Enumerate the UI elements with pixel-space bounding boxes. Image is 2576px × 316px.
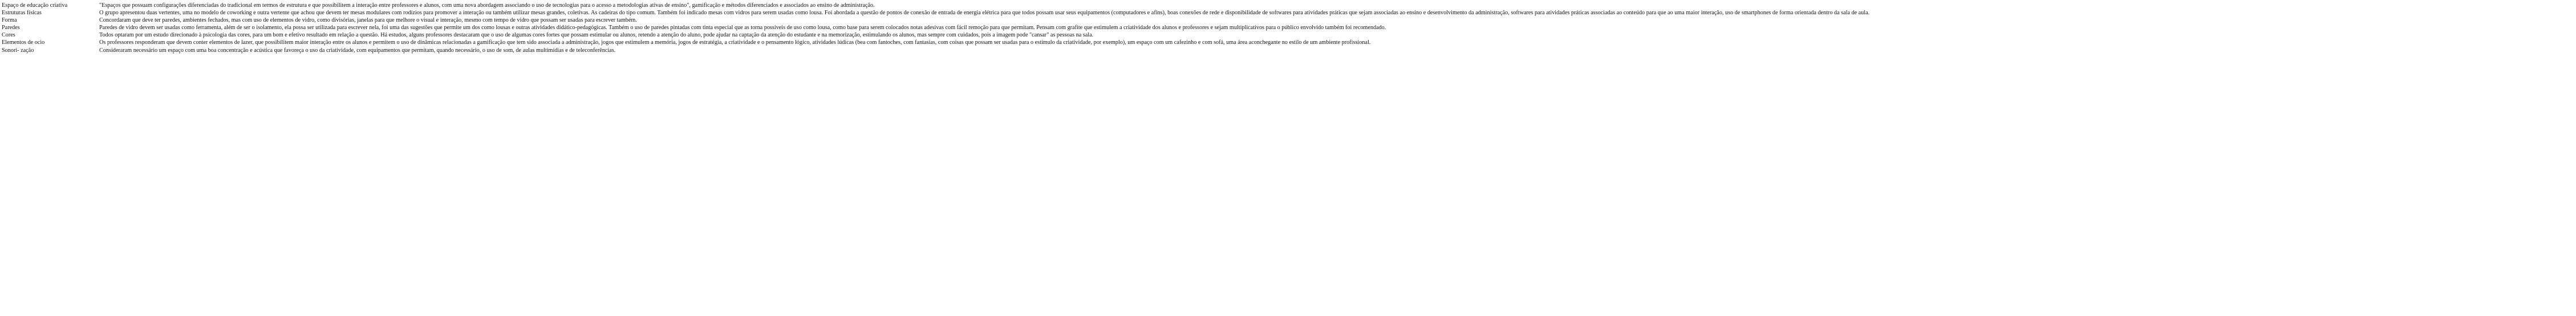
- table-row: [2, 31, 2573, 39]
- document-table: [2, 2, 2573, 54]
- row-description: Consideraram necessário um espaço com uma boa concentração e acústica que favoreça o uso da criatividade, com equipamentos que permitam, quando necessário, o uso de som, de aulas multimídias e de teleconferências.: [99, 47, 616, 54]
- table-row: [2, 24, 2573, 31]
- row-label: Elementos de ocio: [2, 39, 45, 46]
- row-description: Paredes de vidro devem ser usadas como ferramenta, além de ser o isolamento, ela possa ser utilizada para escrever nela, foi uma das sugestões que permite um dos como lousas e outras atividades didático-pedagógicas. Também o uso de paredes pintadas com tinta especial que as torna possíveis de uso como lousa, como base para serem colocados notas adesivas com fácil remoção para que permitam. Pensam com grafite que estimulem a criatividade dos alunos e professores e sejam multiplicativos para o público envolvido também foi recomendado.: [99, 25, 1386, 31]
- row-label: Cores: [2, 32, 15, 39]
- row-label: Espaço de educação criativa: [2, 2, 68, 9]
- row-description: Os professores responderam que devem conter elementos de lazer, que possibilitem maior interação entre os alunos e permitem o uso de dinâmicas relacionadas a gamificação que tem sido associada a administração, jogos que estimulem a memória, jogos de estratégia, a criatividade e o pensamento lógico, atividades lúdicas (bea com fantoches, com fantasias, com coisas que possam ser usadas para o estímulo da criatividade, por exemplo), um espaço com um cafezinho e com sofá, uma área aconchegante no estilo de um ambiente profissional.: [99, 39, 1371, 46]
- row-description: O grupo apresentou duas vertentes, uma no modelo de coworking e outra vertente que achou que devem ter mesas modulares com rodízios para promover a interação ou também utilizar mesas grandes, coletivas. As cadeiras do tipo comum. Também foi indicado mesas com vidros para serem usadas como lousa. Foi abordada a questão de pontos de conexão de entrada de energia elétrica para que todos possam usar seus equipamentos (computadores e afins), boas conexões de rede e disponibilidade de softwares para atividades práticas que sejam associadas ao ensino e desenvolvimento da administração, softwares para atividades práticas associadas ao conteúdo para que ao uma maior interação, uso de smartphones de forma orientada dentro da sala de aula.: [99, 10, 1870, 17]
- table-row: [2, 39, 2573, 46]
- table-row: [2, 47, 2573, 54]
- table-row: [2, 9, 2573, 17]
- row-label: Estruturas físicas: [2, 10, 42, 17]
- table-row: [2, 17, 2573, 24]
- row-label: Sonori- zação: [2, 47, 34, 54]
- table-row: [2, 2, 2573, 9]
- row-description: Concordaram que deve ter paredes, ambientes fechados, mas com uso de elementos de vidro, como divisórias, janelas para que melhore o visual e interação, mesmo com tempo de vidro que possam ser usadas para escrever também.: [99, 17, 637, 24]
- row-label: Paredes: [2, 25, 20, 31]
- row-description: "Espaços que possuam configurações diferenciadas do tradicional em termos de estrutura e que possibilitem a interação entre professores e alunos, com uma nova abordagem associando o uso de tecnologias para o acesso a metodologias ativas de ensino", gamificação e métodos diferenciados e associados ao ensino de administração.: [99, 2, 875, 9]
- row-label: Forma: [2, 17, 17, 24]
- row-description: Todos optaram por um estudo direcionado à psicologia das cores, para um bom e efetivo resultado em relação a questão. Há estudos, alguns professores destacaram que o uso de algumas cores fortes que possam estimular ou alunos, retendo a atenção do aluno, pode ajudar na captação da atenção do estudante e na memorização, estimulando os alunos, mas sempre com cuidados, pois a imagem pode "cansar" as pessoas na sala.: [99, 32, 1094, 39]
